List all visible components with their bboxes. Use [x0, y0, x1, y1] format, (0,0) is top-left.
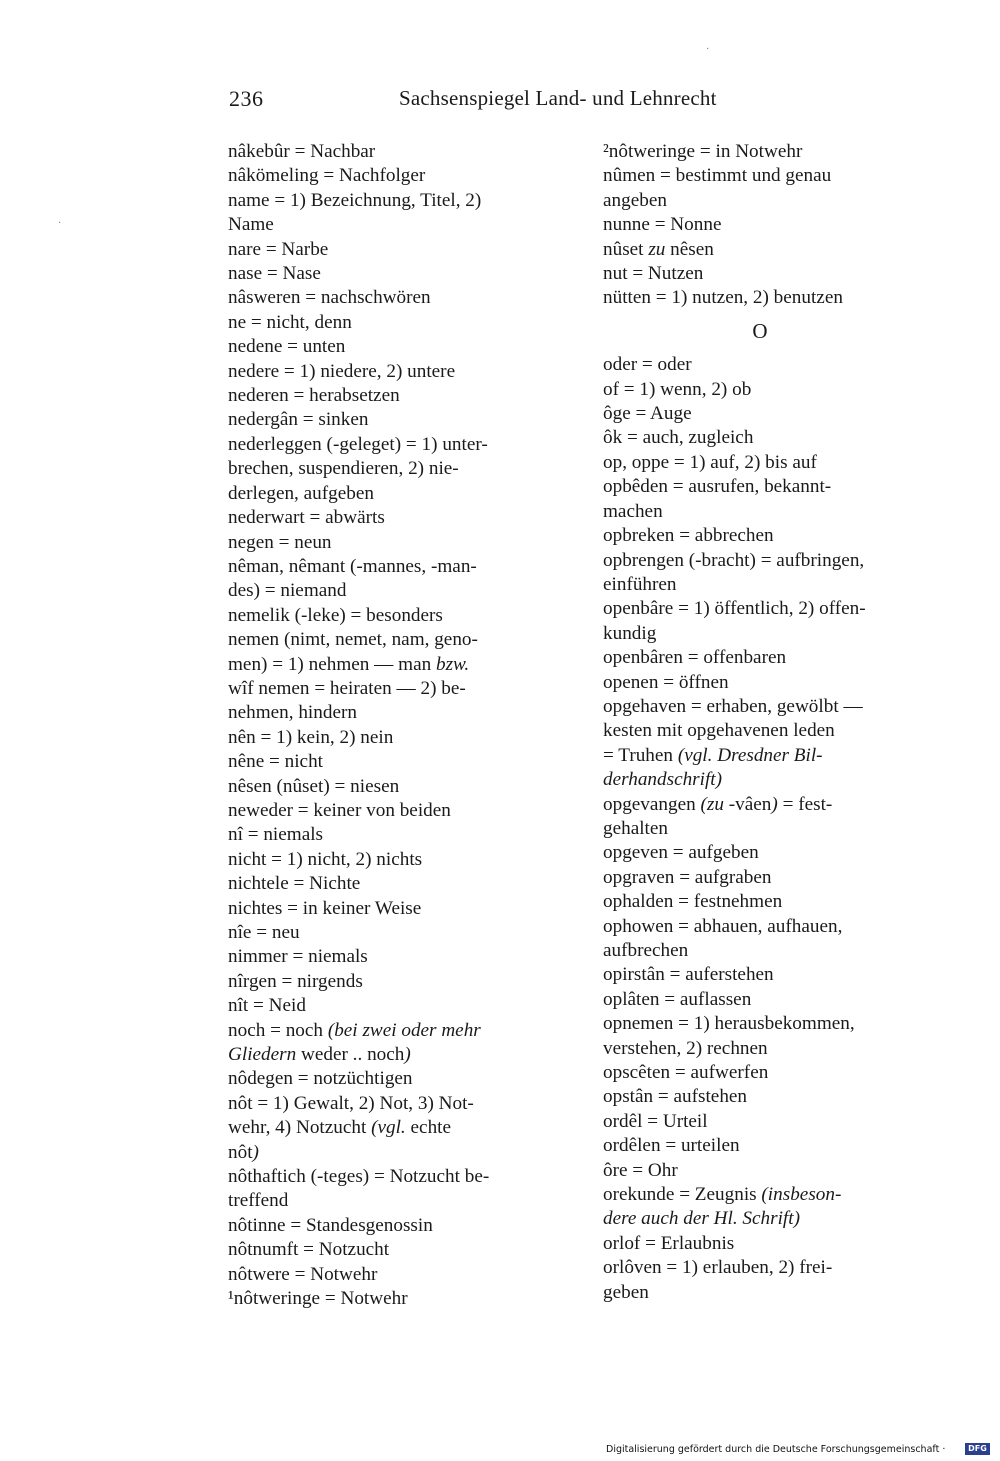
text-segment: orlôven = 1) erlauben, 2) frei-: [603, 1257, 833, 1279]
text-segment: treffend: [228, 1190, 289, 1212]
glossary-entry: [228, 140, 562, 164]
text-segment: des) = niemand: [228, 580, 347, 602]
italic-segment: dere auch der Hl. Schrift): [603, 1208, 800, 1230]
text-segment: nedere = 1) niedere, 2) untere: [228, 360, 456, 382]
glossary-list-n-continued: [603, 140, 931, 311]
text-segment: nütten = 1) nutzen, 2) benutzen: [603, 287, 843, 309]
glossary-entry: [228, 189, 562, 238]
glossary-entry: [603, 164, 931, 213]
italic-segment: ): [252, 1141, 259, 1163]
entry-line: [603, 549, 931, 573]
text-segment: ophalden = festnehmen: [603, 891, 783, 913]
entry-line: [603, 939, 931, 963]
text-segment: men) = 1) nehmen — man: [228, 653, 436, 675]
entry-line: [228, 872, 562, 896]
glossary-entry: [228, 286, 562, 310]
section-letter-heading: O: [752, 318, 768, 343]
entry-line: [228, 701, 562, 725]
entry-line: [603, 768, 931, 792]
entry-line: [228, 677, 562, 701]
italic-segment: ): [771, 793, 778, 815]
text-segment: op, oppe = 1) auf, 2) bis auf: [603, 451, 817, 473]
entry-line: [228, 1092, 562, 1116]
entry-line: [603, 1207, 931, 1231]
text-segment: oplâten = auflassen: [603, 988, 752, 1010]
text-segment: ordêl = Urteil: [603, 1110, 708, 1132]
glossary-entry: [603, 1110, 931, 1134]
glossary-entry: [228, 1214, 562, 1238]
text-segment: nederwart = abwärts: [228, 507, 385, 529]
glossary-entry: [603, 353, 931, 377]
text-segment: nên = 1) kein, 2) nein: [228, 726, 394, 748]
text-segment: nôtnumft = Notzucht: [228, 1239, 390, 1261]
entry-line: [603, 451, 931, 475]
entry-line: [228, 238, 562, 262]
text-segment: nunne = Nonne: [603, 214, 722, 236]
text-segment: opirstân = auferstehen: [603, 964, 774, 986]
entry-line: [603, 1183, 931, 1207]
entry-line: [228, 335, 562, 359]
entry-line: [228, 1019, 562, 1043]
entry-line: [603, 189, 931, 213]
text-segment: openbâren = offenbaren: [603, 647, 787, 669]
italic-segment: (insbeson-: [761, 1184, 842, 1206]
entry-line: [603, 817, 931, 841]
text-segment: nûmen = bestimmt und genau: [603, 165, 832, 187]
glossary-entry: [603, 213, 931, 237]
glossary-entry: [228, 628, 562, 726]
glossary-entry: [228, 775, 562, 799]
glossary-entry: [228, 1263, 562, 1287]
entry-line: [603, 500, 931, 524]
italic-segment: (bei zwei oder mehr: [327, 1019, 481, 1041]
text-segment: angeben: [603, 189, 667, 211]
entry-line: [228, 311, 562, 335]
glossary-entry: [603, 1232, 931, 1256]
dfg-logo: DFG: [965, 1443, 990, 1455]
entry-line: [603, 378, 931, 402]
text-segment: name = 1) Bezeichnung, Titel, 2): [228, 189, 482, 211]
entry-line: [603, 1159, 931, 1183]
text-segment: nêne = nicht: [228, 751, 324, 773]
entry-line: [228, 628, 562, 652]
text-segment: -vâen: [723, 793, 772, 815]
entry-line: [228, 1238, 562, 1262]
entry-line: [603, 238, 931, 262]
glossary-entry: [228, 555, 562, 604]
entry-line: [603, 622, 931, 646]
glossary-entry: [228, 1165, 562, 1214]
text-segment: ôge = Auge: [603, 403, 692, 425]
entry-line: [603, 353, 931, 377]
entry-line: [228, 164, 562, 188]
entry-line: [603, 573, 931, 597]
glossary-entry: [603, 890, 931, 914]
scan-speck: ·: [706, 44, 710, 55]
entry-line: [603, 988, 931, 1012]
entry-line: [228, 604, 562, 628]
glossary-entry: [228, 897, 562, 921]
text-segment: einführen: [603, 573, 677, 595]
entry-line: [603, 890, 931, 914]
text-segment: nâsweren = nachschwören: [228, 287, 431, 309]
text-segment: nichtes = in keiner Weise: [228, 897, 422, 919]
entry-line: [603, 597, 931, 621]
text-segment: opgraven = aufgraben: [603, 866, 772, 888]
text-segment: opgevangen: [603, 793, 701, 815]
glossary-entry: [603, 1134, 931, 1158]
glossary-entry: [603, 1183, 931, 1232]
entry-line: [228, 189, 562, 213]
glossary-entry: [228, 994, 562, 1018]
glossary-entry: [228, 921, 562, 945]
text-segment: opbrengen (-bracht) = aufbringen,: [603, 549, 865, 571]
entry-line: [603, 1012, 931, 1036]
entry-line: [603, 793, 931, 817]
glossary-entry: [228, 726, 562, 750]
text-segment: ne = nicht, denn: [228, 311, 352, 333]
text-segment: ophowen = abhauen, aufhauen,: [603, 915, 843, 937]
text-segment: derlegen, aufgeben: [228, 482, 374, 504]
glossary-entry: [228, 604, 562, 628]
text-segment: ôk = auch, zugleich: [603, 427, 754, 449]
text-segment: opstân = aufstehen: [603, 1086, 748, 1108]
entry-line: [228, 1214, 562, 1238]
text-segment: wîf nemen = heiraten — 2) be-: [228, 677, 466, 699]
text-segment: opnemen = 1) herausbekommen,: [603, 1013, 855, 1035]
text-segment: nederleggen (-geleget) = 1) unter-: [228, 433, 488, 455]
entry-line: [603, 1134, 931, 1158]
entry-line: [603, 866, 931, 890]
glossary-entry: [228, 360, 562, 384]
text-segment: opbreken = abbrechen: [603, 525, 774, 547]
glossary-entry: [603, 378, 931, 402]
text-segment: nimmer = niemals: [228, 946, 368, 968]
glossary-entry: [603, 1012, 931, 1061]
text-segment: nîrgen = nirgends: [228, 970, 363, 992]
glossary-entry: [603, 1159, 931, 1183]
entry-line: [228, 945, 562, 969]
entry-line: [228, 213, 562, 237]
glossary-entry: [603, 915, 931, 964]
entry-line: [603, 1110, 931, 1134]
entry-line: [228, 799, 562, 823]
text-segment: wehr, 4) Notzucht: [228, 1117, 372, 1139]
text-segment: opscêten = aufwerfen: [603, 1062, 769, 1084]
glossary-entry: [228, 872, 562, 896]
entry-line: [603, 1037, 931, 1061]
glossary-entry: [228, 531, 562, 555]
text-segment: nôthaftich (-teges) = Notzucht be-: [228, 1166, 490, 1188]
running-title: Sachsenspiegel Land- und Lehnrecht: [399, 86, 717, 110]
entry-line: [228, 726, 562, 750]
entry-line: [603, 140, 931, 164]
glossary-entry: [603, 524, 931, 548]
text-segment: nemen (nimt, nemet, nam, geno-: [228, 629, 478, 651]
entry-line: [603, 402, 931, 426]
glossary-entry: [228, 506, 562, 530]
entry-line: [228, 457, 562, 481]
text-segment: ¹nôtweringe = Notwehr: [228, 1288, 408, 1310]
text-segment: nemelik (-leke) = besonders: [228, 604, 443, 626]
glossary-entry: [603, 238, 931, 262]
italic-segment: bzw.: [435, 653, 470, 675]
text-segment: nôt = 1) Gewalt, 2) Not, 3) Not-: [228, 1092, 474, 1114]
entry-line: [603, 1281, 931, 1305]
glossary-entry: [228, 970, 562, 994]
glossary-entry: [228, 384, 562, 408]
italic-segment: ): [404, 1044, 411, 1066]
italic-segment: Gliedern: [228, 1044, 297, 1066]
text-segment: opbêden = ausrufen, bekannt-: [603, 476, 832, 498]
text-segment: orlof = Erlaubnis: [603, 1232, 735, 1254]
glossary-entry: [228, 1019, 562, 1068]
entry-line: [603, 262, 931, 286]
glossary-entry: [228, 799, 562, 823]
glossary-entry: [603, 671, 931, 695]
glossary-entry: [228, 945, 562, 969]
italic-segment: (vgl. Dresdner Bil-: [677, 744, 823, 766]
glossary-entry: [603, 1085, 931, 1109]
text-segment: noch = noch: [228, 1019, 328, 1041]
text-segment: nêsen (nûset) = niesen: [228, 775, 400, 797]
text-segment: aufbrechen: [603, 940, 689, 961]
glossary-entry: [228, 262, 562, 286]
glossary-entry: [603, 402, 931, 426]
glossary-entry: [228, 238, 562, 262]
glossary-entry: [603, 646, 931, 670]
text-segment: weder .. noch: [296, 1044, 405, 1066]
entry-line: [228, 653, 562, 677]
entry-line: [603, 524, 931, 548]
glossary-column-left: [228, 140, 562, 1312]
entry-line: [228, 823, 562, 847]
text-segment: nêman, nêmant (-mannes, -man-: [228, 555, 477, 577]
text-segment: nehmen, hindern: [228, 702, 357, 724]
entry-line: [228, 506, 562, 530]
text-segment: nicht = 1) nicht, 2) nichts: [228, 848, 423, 870]
text-segment: openbâre = 1) öffentlich, 2) offen-: [603, 598, 866, 620]
text-segment: neweder = keiner von beiden: [228, 799, 451, 821]
text-segment: gehalten: [603, 817, 668, 839]
text-segment: = fest-: [777, 793, 833, 815]
text-segment: nedergân = sinken: [228, 409, 369, 431]
page-number: 236: [229, 86, 264, 111]
glossary-entry: [228, 848, 562, 872]
entry-line: [603, 841, 931, 865]
text-segment: orekunde = Zeugnis: [603, 1184, 762, 1206]
entry-line: [228, 360, 562, 384]
glossary-entry: [228, 750, 562, 774]
glossary-entry: [228, 1238, 562, 1262]
text-segment: = Truhen: [603, 744, 678, 766]
entry-line: [228, 750, 562, 774]
glossary-entry: [603, 140, 931, 164]
text-segment: verstehen, 2) rechnen: [603, 1037, 768, 1059]
italic-segment: (zu: [700, 793, 724, 815]
entry-line: [603, 744, 931, 768]
entry-line: [603, 1061, 931, 1085]
entry-line: [603, 915, 931, 939]
entry-line: [603, 646, 931, 670]
text-segment: nase = Nase: [228, 263, 321, 285]
glossary-entry: [603, 597, 931, 646]
entry-line: [228, 1263, 562, 1287]
italic-segment: zu: [648, 238, 666, 260]
entry-line: [228, 531, 562, 555]
glossary-entry: [228, 1287, 562, 1311]
text-segment: machen: [603, 500, 663, 522]
glossary-entry: [603, 1256, 931, 1305]
glossary-entry: [603, 451, 931, 475]
entry-line: [228, 1141, 562, 1165]
text-segment: openen = öffnen: [603, 671, 729, 693]
text-segment: opgehaven = erhaben, gewölbt —: [603, 695, 863, 717]
entry-line: [228, 1287, 562, 1311]
glossary-column-right: [603, 140, 931, 1305]
text-segment: ôre = Ohr: [603, 1159, 678, 1181]
entry-line: [603, 719, 931, 743]
text-segment: nare = Narbe: [228, 238, 329, 260]
glossary-entry: [228, 1067, 562, 1091]
glossary-entry: [603, 1061, 931, 1085]
text-segment: kesten mit opgehavenen leden: [603, 720, 835, 742]
glossary-entry: [603, 963, 931, 987]
text-segment: geben: [603, 1281, 649, 1303]
italic-segment: derhandschrift): [603, 769, 723, 791]
entry-line: [228, 1165, 562, 1189]
text-segment: negen = neun: [228, 531, 332, 553]
entry-line: [603, 164, 931, 188]
entry-line: [228, 921, 562, 945]
entry-line: [603, 1085, 931, 1109]
text-segment: nôt: [228, 1141, 253, 1163]
text-segment: of = 1) wenn, 2) ob: [603, 378, 752, 400]
entry-line: [603, 1232, 931, 1256]
text-segment: oder = oder: [603, 354, 692, 376]
entry-line: [603, 475, 931, 499]
text-segment: nôtwere = Notwehr: [228, 1263, 378, 1285]
italic-segment: (vgl.: [371, 1117, 406, 1139]
text-segment: kundig: [603, 622, 657, 644]
entry-line: [603, 426, 931, 450]
text-segment: nôdegen = notzüchtigen: [228, 1068, 413, 1090]
digitization-credit: Digitalisierung gefördert durch die Deutsche Forschungsgemeinschaft ·: [606, 1444, 946, 1455]
glossary-entry: [228, 311, 562, 335]
entry-line: [603, 1256, 931, 1280]
entry-line: [228, 1189, 562, 1213]
glossary-entry: [228, 1092, 562, 1165]
entry-line: [603, 213, 931, 237]
text-segment: opgeven = aufgeben: [603, 842, 759, 864]
entry-line: [228, 994, 562, 1018]
glossary-list-o: [603, 353, 931, 1305]
entry-line: [228, 384, 562, 408]
glossary-entry: [603, 988, 931, 1012]
text-segment: Name: [228, 214, 274, 236]
entry-line: [603, 286, 931, 310]
scan-speck: ·: [58, 218, 62, 229]
text-segment: nâkebûr = Nachbar: [228, 141, 376, 162]
text-segment: nâkömeling = Nachfolger: [228, 165, 426, 187]
glossary-entry: [603, 793, 931, 842]
glossary-entry: [603, 262, 931, 286]
entry-line: [603, 695, 931, 719]
entry-line: [228, 262, 562, 286]
entry-line: [228, 286, 562, 310]
glossary-entry: [603, 841, 931, 865]
entry-line: [228, 140, 562, 164]
glossary-entry: [603, 475, 931, 524]
text-segment: nêsen: [665, 238, 714, 260]
glossary-entry: [228, 433, 562, 506]
entry-line: [228, 1043, 562, 1067]
glossary-entry: [603, 866, 931, 890]
entry-line: [228, 482, 562, 506]
glossary-entry: [603, 286, 931, 310]
text-segment: nichtele = Nichte: [228, 873, 361, 895]
text-segment: nederen = herabsetzen: [228, 385, 400, 407]
entry-line: [228, 433, 562, 457]
text-segment: nûset: [603, 238, 649, 260]
text-segment: nît = Neid: [228, 995, 306, 1017]
glossary-entry: [228, 823, 562, 847]
entry-line: [228, 408, 562, 432]
entry-line: [228, 555, 562, 579]
entry-line: [228, 897, 562, 921]
text-segment: ²nôtweringe = in Notwehr: [603, 141, 803, 162]
glossary-entry: [603, 549, 931, 598]
entry-line: [228, 775, 562, 799]
entry-line: [228, 1067, 562, 1091]
entry-line: [228, 970, 562, 994]
text-segment: nedene = unten: [228, 336, 346, 358]
text-segment: brechen, suspendieren, 2) nie-: [228, 458, 459, 480]
glossary-entry: [603, 426, 931, 450]
text-segment: nî = niemals: [228, 824, 324, 846]
text-segment: ordêlen = urteilen: [603, 1135, 740, 1157]
entry-line: [603, 963, 931, 987]
glossary-entry: [228, 408, 562, 432]
text-segment: nôtinne = Standesgenossin: [228, 1214, 433, 1236]
entry-line: [603, 671, 931, 695]
entry-line: [228, 848, 562, 872]
glossary-entry: [228, 335, 562, 359]
glossary-entry: [603, 695, 931, 793]
text-segment: echte: [405, 1117, 452, 1139]
entry-line: [228, 1116, 562, 1140]
entry-line: [228, 579, 562, 603]
text-segment: nut = Nutzen: [603, 263, 704, 285]
text-segment: nîe = neu: [228, 922, 300, 943]
glossary-entry: [228, 164, 562, 188]
